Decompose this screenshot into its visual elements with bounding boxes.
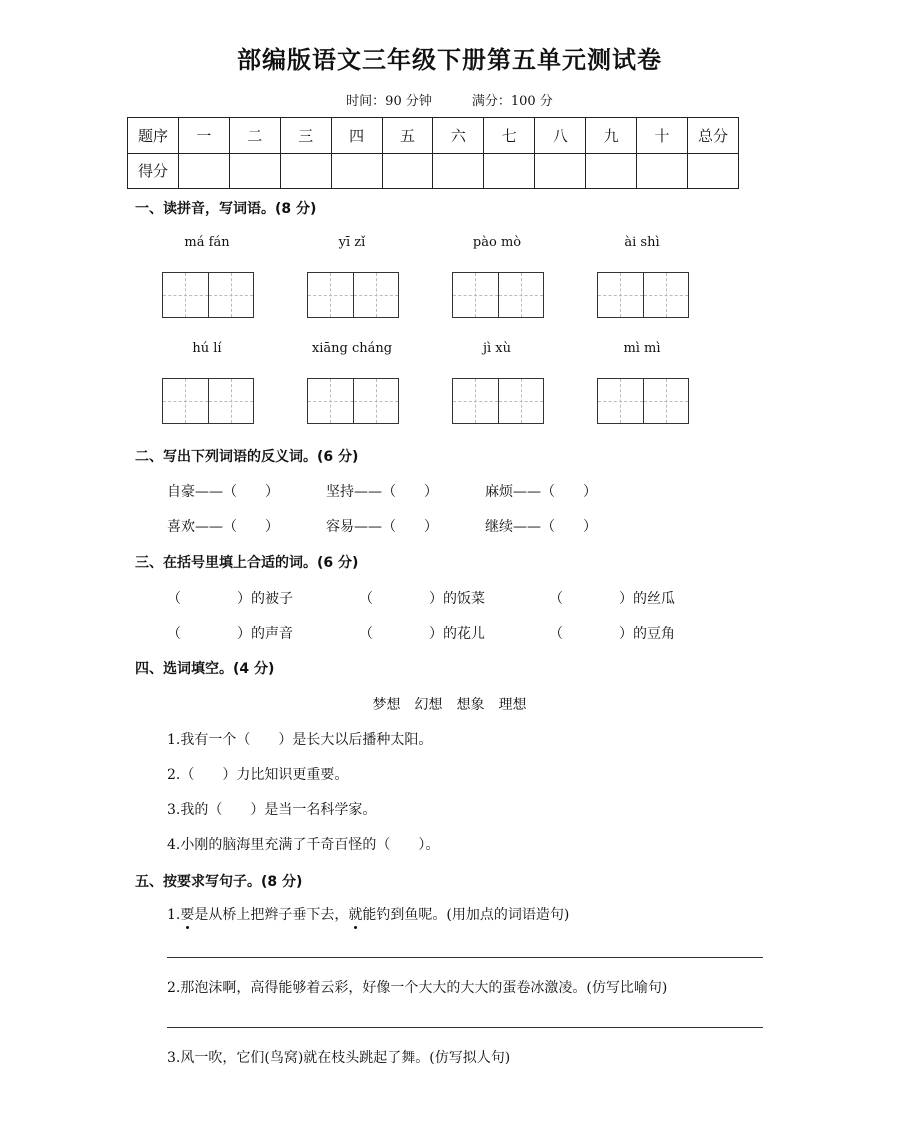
score-header-cell: 一	[178, 118, 229, 154]
writing-grid[interactable]	[597, 378, 689, 424]
score-table	[127, 117, 739, 189]
score-cell[interactable]	[280, 153, 331, 189]
antonym-item[interactable]: 继续——（ ）	[485, 519, 597, 535]
fill-item[interactable]: （ ）的被子	[167, 591, 293, 607]
antonym-item[interactable]: 容易——（ ）	[326, 519, 438, 535]
fill-sentence[interactable]: 3.我的（ ）是当一名科学家。	[167, 802, 377, 818]
section-2-heading: 二、写出下列词语的反义词。(6 分)	[135, 449, 359, 465]
question-text: 能钓到鱼呢。(用加点的词语造句)	[362, 907, 570, 923]
antonym-item[interactable]: 喜欢——（ ）	[167, 519, 279, 535]
fill-item[interactable]: （ ）的声音	[167, 626, 293, 642]
pinyin-label: ài shì	[624, 235, 660, 250]
score-cell[interactable]	[382, 153, 433, 189]
time-limit: 时间：90 分钟	[346, 94, 432, 109]
score-header-cell: 二	[229, 118, 280, 154]
score-cell[interactable]	[535, 153, 586, 189]
score-table-header-row	[128, 118, 739, 154]
score-cell[interactable]	[331, 153, 382, 189]
question-number: 1.	[167, 907, 181, 923]
score-header-cell: 五	[382, 118, 433, 154]
section-1-heading: 一、读拼音，写词语。(8 分)	[135, 201, 317, 217]
pinyin-label: mì mì	[623, 341, 661, 356]
score-cell[interactable]	[484, 153, 535, 189]
dotted-char: 要	[180, 904, 194, 924]
fill-item[interactable]: （ ）的花儿	[359, 626, 485, 642]
answer-line[interactable]	[167, 1027, 763, 1028]
score-header-cell: 八	[535, 118, 586, 154]
fill-item[interactable]: （ ）的丝瓜	[549, 591, 675, 607]
writing-grid[interactable]	[162, 272, 254, 318]
section-5-heading: 五、按要求写句子。(8 分)	[135, 874, 303, 890]
score-header-cell: 七	[484, 118, 535, 154]
sentence-question-1	[167, 904, 569, 924]
score-table-score-row	[128, 153, 739, 189]
word-bank: 梦想 幻想 想象 理想	[372, 697, 527, 713]
score-row-label: 得分	[128, 153, 179, 189]
writing-grid[interactable]	[452, 272, 544, 318]
section-4-heading: 四、选词填空。(4 分)	[135, 661, 275, 677]
writing-grid[interactable]	[452, 378, 544, 424]
fill-sentence[interactable]: 2.（ ）力比知识更重要。	[167, 767, 349, 783]
antonym-item[interactable]: 自豪——（ ）	[167, 484, 279, 500]
sentence-question-3: 3.风一吹，它们(鸟窝)就在枝头跳起了舞。(仿写拟人句)	[167, 1050, 511, 1066]
pinyin-label: pào mò	[472, 235, 522, 250]
score-header-cell: 总分	[687, 118, 738, 154]
score-header-cell: 题序	[128, 118, 179, 154]
fill-item[interactable]: （ ）的饭菜	[359, 591, 485, 607]
antonym-item[interactable]: 坚持——（ ）	[326, 484, 438, 500]
score-cell[interactable]	[586, 153, 637, 189]
pinyin-label: má fán	[184, 235, 230, 250]
pinyin-label: hú lí	[192, 341, 222, 356]
pinyin-label: xiāng cháng	[311, 341, 393, 356]
antonym-item[interactable]: 麻烦——（ ）	[485, 484, 597, 500]
score-header-cell: 六	[433, 118, 484, 154]
question-text: 是从桥上把辫子垂下去，	[194, 907, 349, 923]
score-cell[interactable]	[178, 153, 229, 189]
score-header-cell: 九	[586, 118, 637, 154]
score-cell[interactable]	[433, 153, 484, 189]
score-cell[interactable]	[687, 153, 738, 189]
score-header-cell: 四	[331, 118, 382, 154]
writing-grid[interactable]	[597, 272, 689, 318]
pinyin-label: yī zǐ	[338, 235, 366, 250]
answer-line[interactable]	[167, 957, 763, 958]
full-score: 满分：100 分	[471, 94, 553, 109]
fill-sentence[interactable]: 4.小刚的脑海里充满了千奇百怪的（ ）。	[167, 837, 440, 853]
score-cell[interactable]	[229, 153, 280, 189]
section-3-heading: 三、在括号里填上合适的词。(6 分)	[135, 555, 359, 571]
score-cell[interactable]	[637, 153, 688, 189]
score-header-cell: 十	[637, 118, 688, 154]
fill-sentence[interactable]: 1.我有一个（ ）是长大以后播种太阳。	[167, 732, 433, 748]
writing-grid[interactable]	[307, 378, 399, 424]
sentence-question-2: 2.那泡沫啊，高得能够着云彩，好像一个大大的大大的蛋卷冰激凌。(仿写比喻句)	[167, 980, 668, 996]
score-header-cell: 三	[280, 118, 331, 154]
fill-item[interactable]: （ ）的豆角	[549, 626, 675, 642]
pinyin-label: jì xù	[482, 341, 512, 356]
page-title: 部编版语文三年级下册第五单元测试卷	[237, 46, 662, 74]
writing-grid[interactable]	[307, 272, 399, 318]
dotted-char: 就	[348, 904, 362, 924]
writing-grid[interactable]	[162, 378, 254, 424]
exam-meta	[0, 90, 899, 109]
